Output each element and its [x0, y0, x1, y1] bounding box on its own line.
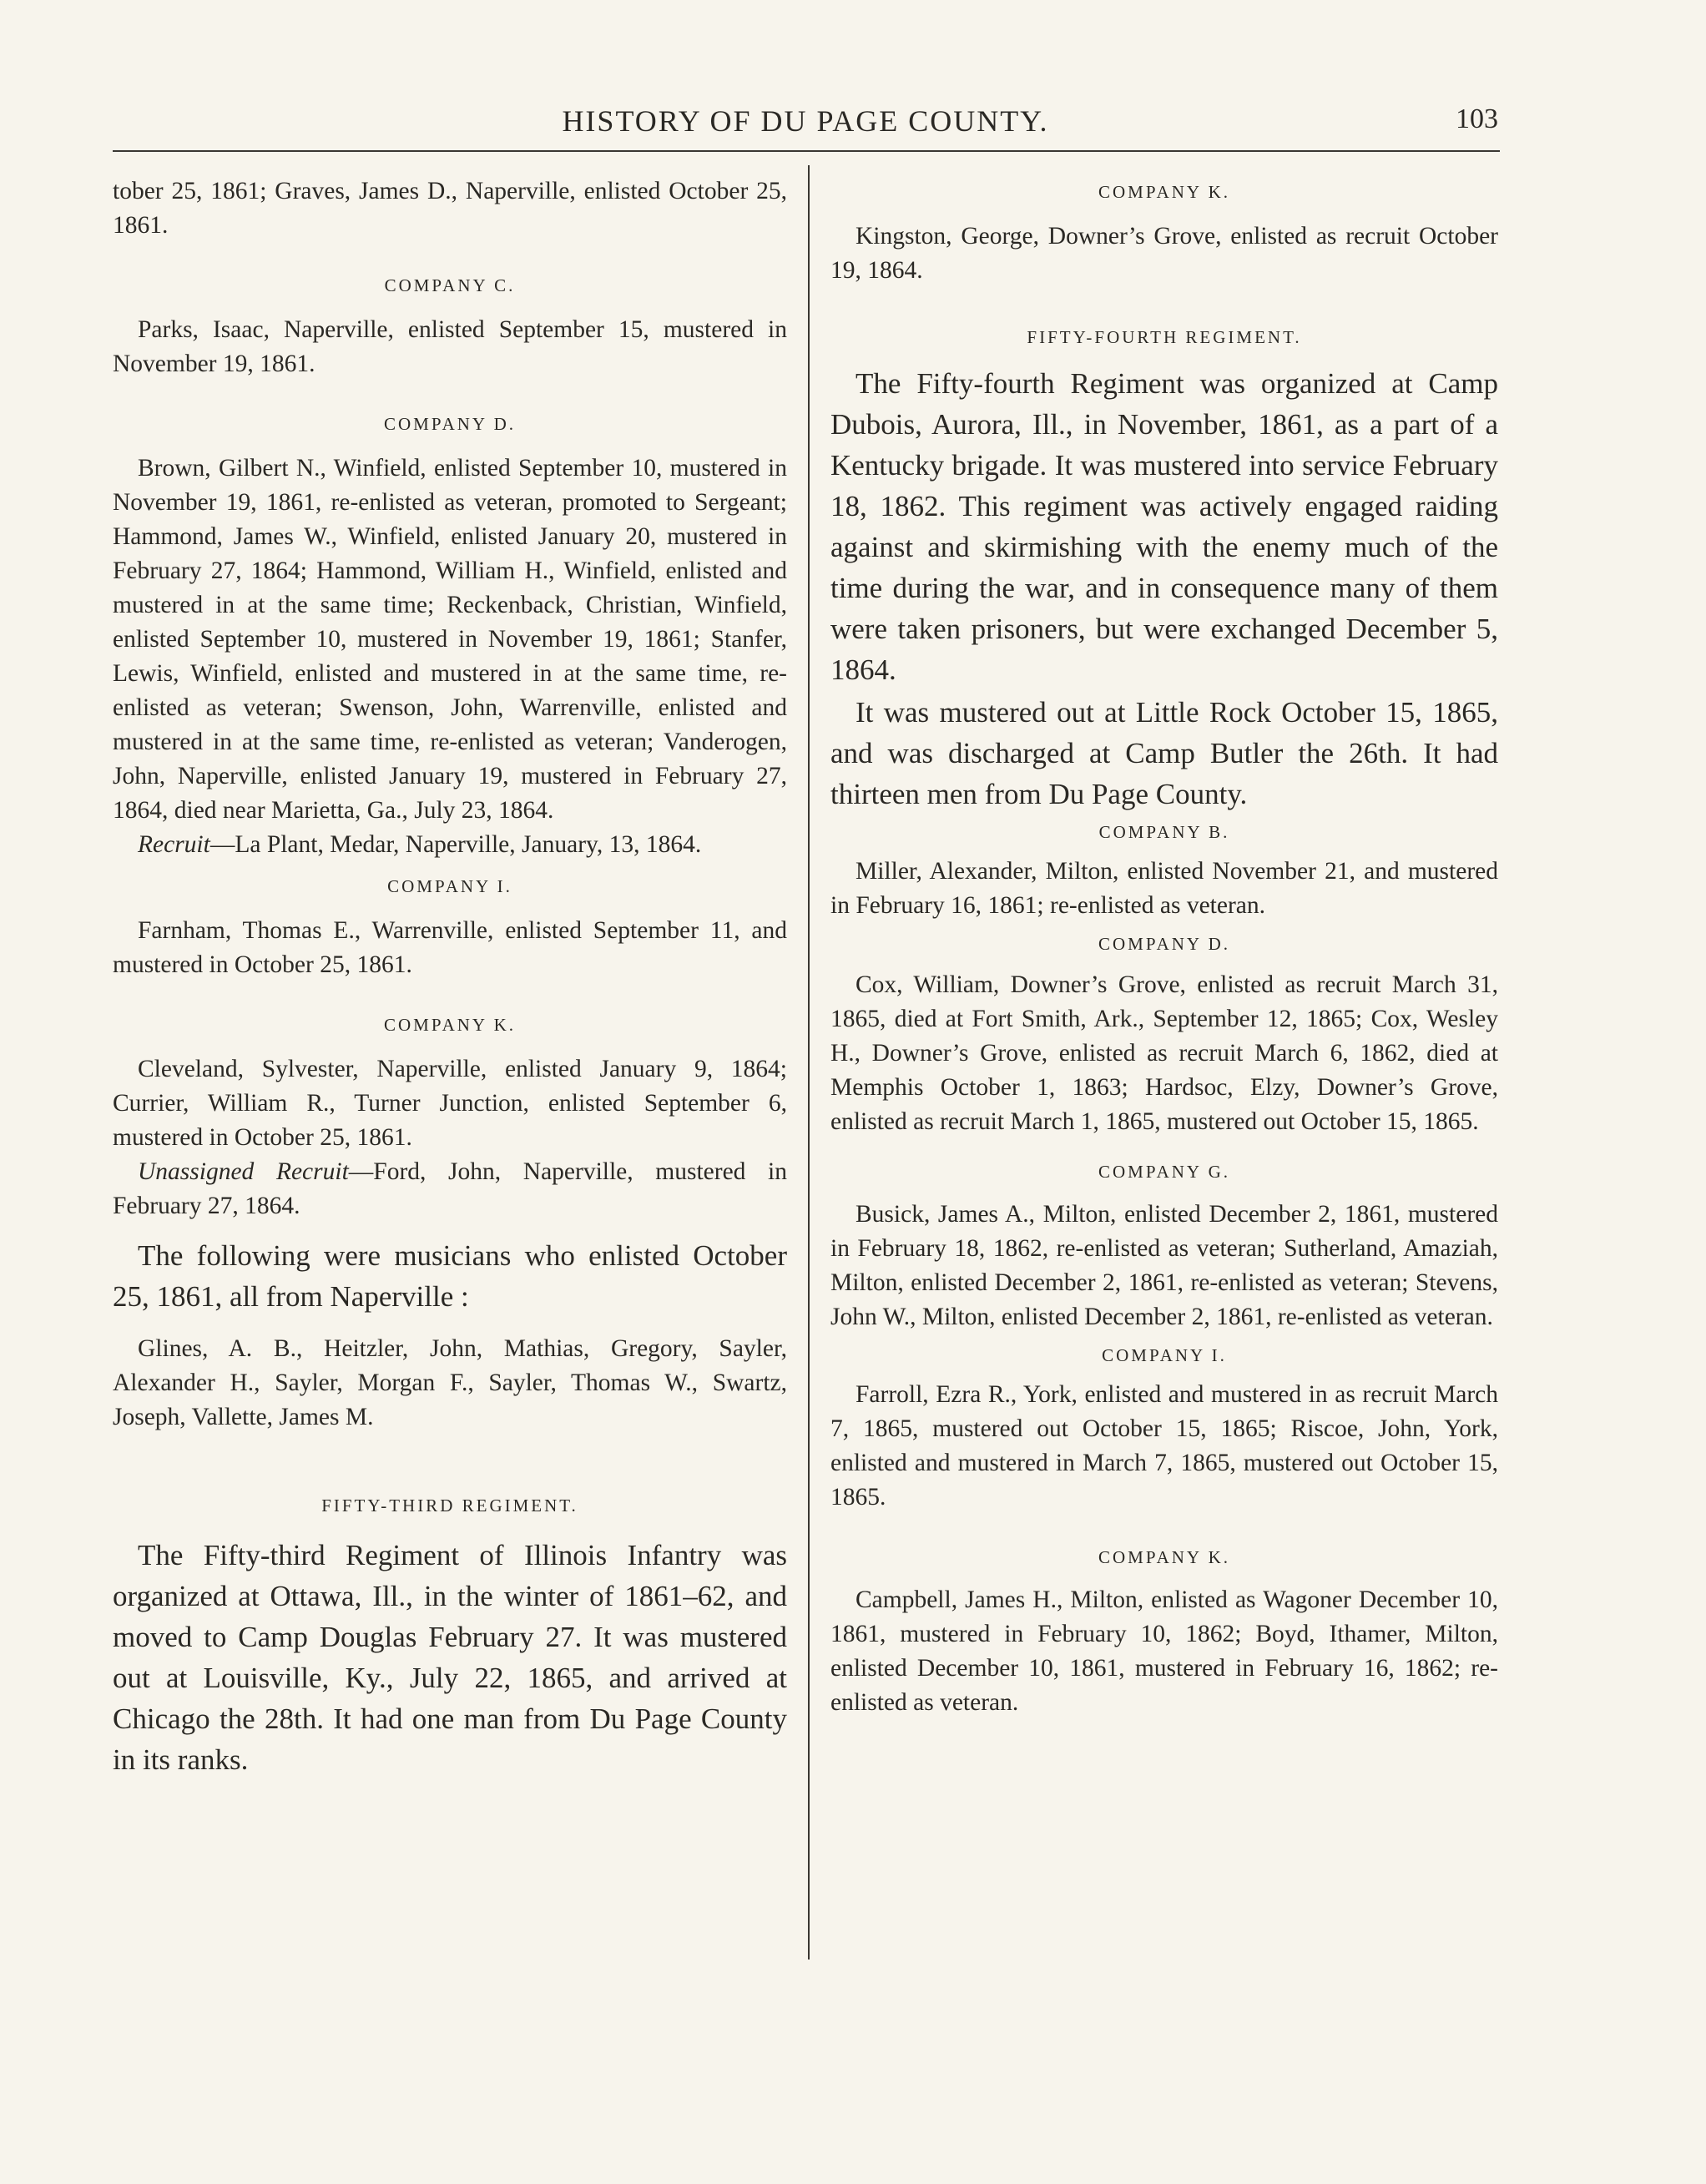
page-header	[113, 103, 1498, 154]
heading-company-g: COMPANY G.	[1098, 1162, 1230, 1182]
paragraph-fifty-fourth-regiment: The Fifty-fourth Regiment was organized at Camp Dubois, Aurora, Ill., in November, 1861, as a part of a Kentucky brigade. It was mustered into service February 18, 1862. This regiment was actively engaged raiding against and skirmishing with the enemy much of the time during the war, and in consequence many of them were taken prisoners, but were exchanged December 5, 1864.	[830, 367, 1498, 686]
paragraph-recruit	[113, 828, 787, 862]
paragraph-company-i: Farnham, Thomas E., Warrenville, enlisted September 11, and mustered in October 25, 1861.	[113, 917, 787, 978]
heading-company-b: COMPANY B.	[1098, 822, 1230, 842]
paragraph-company-b: Miller, Alexander, Milton, enlisted November 21, and mustered in February 16, 1861; re-enlisted as veteran.	[830, 858, 1498, 919]
unassigned-label: Unassigned Recruit	[138, 1158, 349, 1185]
header-rule	[113, 150, 1500, 152]
unassigned-text: —Ford, John, Naperville, mustered in February 27, 1864.	[113, 1158, 787, 1219]
paragraph-fifty-third-regiment: The Fifty-third Regiment of Illinois Infantry was organized at Ottawa, Ill., in the winter of 1861–62, and moved to Camp Douglas February 27. It was mustered out at Louisville, Ky., July 22, 1865, and arrived at Chicago the 28th. It had one man from Du Page County in its ranks.	[113, 1539, 787, 1776]
musicians-list: Glines, A. B., Heitzler, John, Mathias, Gregory, Sayler, Alexander H., Sayler, Morgan F., Sayler, Thomas W., Swartz, Joseph, Vallette, James M.	[113, 1335, 787, 1430]
heading-fifty-fourth-regiment: FIFTY-FOURTH REGIMENT.	[1027, 327, 1302, 347]
paragraph-company-d-right: Cox, William, Downer’s Grove, enlisted as recruit March 31, 1865, died at Fort Smith, Ark., September 12, 1865; Cox, Wesley H., Downer’s Grove, enlisted as recruit March 6, 1862, died at Memphis October 1, 1863; Hardsoc, Elzy, Downer’s Grove, enlisted as recruit March 1, 1865, mustered out October 15, 1865.	[830, 971, 1498, 1135]
right-column	[830, 171, 1498, 1720]
running-title: HISTORY OF DU PAGE COUNTY.	[562, 104, 1049, 138]
paragraph-company-k-top: Kingston, George, Downer’s Grove, enlisted as recruit October 19, 1864.	[830, 223, 1498, 284]
musicians-intro: The following were musicians who enlisted October 25, 1861, all from Naperville :	[113, 1239, 787, 1313]
paragraph-unassigned-recruit	[113, 1155, 787, 1223]
paragraph-fifty-fourth-mustered-out: It was mustered out at Little Rock October 15, 1865, and was discharged at Camp Butler the 26th. It had thirteen men from Du Page County.	[830, 696, 1498, 810]
recruit-label: Recruit	[138, 831, 210, 858]
paragraph-company-g: Busick, James A., Milton, enlisted December 2, 1861, mustered in February 18, 1862, re-enlisted as veteran; Sutherland, Amaziah, Milton, enlisted December 2, 1861, re-enlisted as veteran; Stevens, John W., Milton, enlisted December 2, 1861, re-enlisted as veteran.	[830, 1201, 1498, 1330]
heading-company-i-right: COMPANY I.	[1102, 1345, 1227, 1365]
left-column	[113, 171, 787, 1780]
heading-company-k-top: COMPANY K.	[1098, 182, 1230, 202]
heading-company-c: COMPANY C.	[384, 275, 516, 295]
paragraph-company-c: Parks, Isaac, Naperville, enlisted September 15, mustered in November 19, 1861.	[113, 316, 787, 377]
heading-company-i: COMPANY I.	[387, 876, 512, 896]
page-number: 103	[1456, 103, 1498, 134]
paragraph-company-i-right: Farroll, Ezra R., York, enlisted and mustered in as recruit March 7, 1865, mustered out October 15, 1865; Riscoe, John, York, enlisted and mustered in March 7, 1865, mustered out October 15, 1865.	[830, 1381, 1498, 1511]
column-divider	[808, 165, 810, 1960]
recruit-text: —La Plant, Medar, Naperville, January, 13, 1864.	[209, 831, 702, 858]
heading-fifty-third-regiment: FIFTY-THIRD REGIMENT.	[321, 1496, 578, 1516]
heading-company-k-bottom: COMPANY K.	[1098, 1547, 1230, 1567]
heading-company-d: COMPANY D.	[384, 414, 516, 434]
paragraph-company-d: Brown, Gilbert N., Winfield, enlisted September 10, mustered in November 19, 1861, re-enlisted as veteran, promoted to Sergeant; Hammond, James W., Winfield, enlisted January 20, mustered in February 27, 1864; Hammond, William H., Winfield, enlisted and mustered in at the same time; Reckenback, Christian, Winfield, enlisted September 10, mustered in November 19, 1861; Stanfer, Lewis, Winfield, enlisted and mustered in at the same time, re-enlisted as veteran; Swenson, John, Warrenville, enlisted and mustered in at the same time, re-enlisted as veteran; Vanderogen, John, Naperville, enlisted January 19, mustered in February 27, 1864, died near Marietta, Ga., July 23, 1864.	[113, 455, 787, 824]
paragraph-company-k-bottom: Campbell, James H., Milton, enlisted as Wagoner December 10, 1861, mustered in February 10, 1862; Boyd, Ithamer, Milton, enlisted December 10, 1861, mustered in February 16, 1862; re-enlisted as veteran.	[830, 1586, 1498, 1716]
heading-company-k: COMPANY K.	[384, 1015, 516, 1035]
continued-paragraph: tober 25, 1861; Graves, James D., Naperville, enlisted October 25, 1861.	[113, 178, 787, 239]
paragraph-company-k: Cleveland, Sylvester, Naperville, enlisted January 9, 1864; Currier, William R., Turner Junction, enlisted September 6, mustered in October 25, 1861.	[113, 1056, 787, 1151]
heading-company-d-right: COMPANY D.	[1098, 934, 1230, 954]
